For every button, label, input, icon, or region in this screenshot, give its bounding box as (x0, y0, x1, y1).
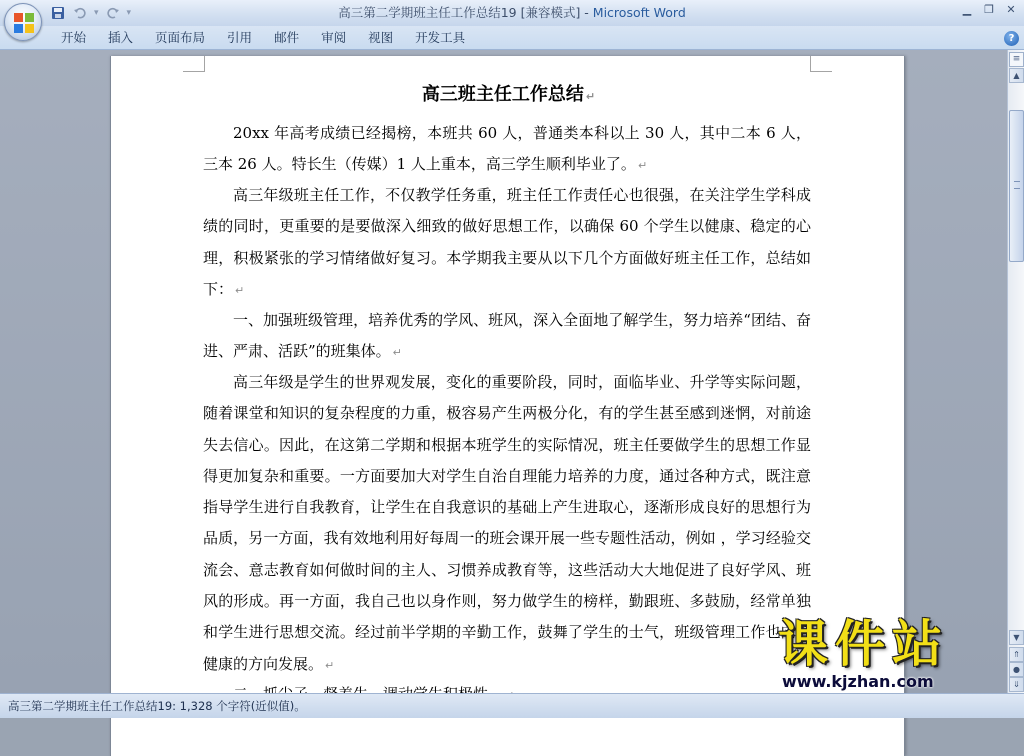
paragraph-text: 高三年级班主任工作，不仅教学任务重，班主任工作责任心也很强，在关注学生学科成绩的同时，更重要的是要做深入细致的做好思想工作，以确保 60 个学生以健康、稳定的心理，积极紧张的学习情绪做好复习。本学期我主要从以下几个方面做好班主任工作，总结如下： (203, 186, 811, 298)
close-button[interactable]: ✕ (1006, 3, 1016, 16)
tab-insert[interactable]: 插入 (108, 30, 134, 45)
ribbon-tab-bar (0, 26, 1024, 50)
tab-review[interactable]: 审阅 (321, 30, 347, 45)
paragraph-3[interactable] (203, 305, 811, 369)
word-count-status[interactable]: 高三第二学期班主任工作总结19: 1,328 个字符(近似值)。 (8, 699, 306, 713)
tab-page-layout[interactable]: 页面布局 (155, 30, 206, 45)
paragraph-text: 一、加强班级管理，培养优秀的学风、班风，深入全面地了解学生，努力培养“团结、奋进、严肃、活跃”的班集体。 (203, 311, 811, 361)
office-logo-icon (14, 13, 34, 33)
paragraph-1[interactable] (203, 118, 811, 182)
title-bar (0, 0, 1024, 26)
paragraph-mark: ↵ (325, 658, 335, 672)
watermark-url: www.kjzhan.com (782, 672, 934, 691)
undo-dropdown-icon[interactable]: ▾ (94, 8, 99, 18)
watermark-logo: 课件站 (778, 615, 949, 673)
restore-button[interactable]: ❐ (984, 3, 994, 16)
paragraph-mark: ↵ (392, 346, 402, 360)
select-browse-object-icon[interactable]: ● (1009, 662, 1024, 677)
crop-mark-top-right (810, 56, 832, 72)
paragraph-mark: ↵ (235, 283, 245, 297)
save-icon[interactable] (50, 5, 66, 21)
paragraph-text: 高三年级是学生的世界观发展，变化的重要阶段，同时，面临毕业、升学等实际问题，随着课堂和知识的复杂程度的力重，极容易产生两极分化，有的学生甚至感到迷惘，对前途失去信心。因此，在这第二学期和根据本班学生的实际情况，班主任要做学生的思想工作显得更加复杂和重要。一方面要加大对学生自治自理能力培养的力度，通过各种方式，既注意指导学生进行自我教育，让学生在自我意识的基础上产生进取心，逐渐形成良好的思想行为品质，另一方面，我有效地利用好每周一的班会课开展一些专题性活动，例如 ，学习经验交流会、意志教育如何做时间的主人、习惯养成教育等，这些活动大大地促进了良好学风、班风的形成。再一方面，我自己也以身作则，努力做学生的榜样，勤跟班、多鼓励，经常单独和学生进行思想交流。经过前半学期的辛勤工作，鼓舞了学生的士气，班级管理工作也向着健康的方向发展。 (203, 373, 811, 673)
view-ruler-icon[interactable]: ≡ (1009, 52, 1024, 67)
document-workspace[interactable] (0, 50, 1007, 693)
app-name: Microsoft Word (592, 5, 686, 20)
paragraph-2[interactable] (203, 180, 811, 306)
scroll-down-icon[interactable]: ▼ (1009, 630, 1024, 645)
undo-icon[interactable] (72, 5, 88, 21)
ribbon-tabs (50, 26, 476, 50)
previous-page-icon[interactable]: ⇑ (1009, 647, 1024, 662)
paragraph-mark: ↵ (585, 90, 596, 103)
document-title[interactable] (111, 83, 906, 109)
tab-home[interactable]: 开始 (61, 30, 87, 45)
document-name: 高三第二学期班主任工作总结19 [兼容模式] (338, 5, 581, 20)
tab-view[interactable]: 视图 (368, 30, 394, 45)
help-icon[interactable]: ? (1004, 31, 1019, 46)
crop-mark-top-left (183, 56, 205, 72)
window-title (0, 0, 1024, 25)
quick-access-toolbar (50, 4, 131, 22)
title-separator: - (580, 5, 593, 20)
minimize-button[interactable]: ▁ (962, 3, 972, 16)
office-button[interactable] (4, 3, 42, 41)
customize-qat-icon[interactable]: ▾ (126, 8, 132, 18)
paragraph-mark: ↵ (637, 159, 648, 173)
tab-mailings[interactable]: 邮件 (274, 30, 300, 45)
tab-references[interactable]: 引用 (227, 30, 253, 45)
scroll-up-icon[interactable]: ▲ (1009, 68, 1024, 83)
next-page-icon[interactable]: ⇓ (1009, 677, 1024, 692)
window-controls (960, 3, 1018, 17)
paragraph-4[interactable] (203, 367, 811, 681)
scroll-thumb[interactable] (1009, 110, 1024, 262)
redo-icon[interactable] (105, 5, 121, 21)
paragraph-text: 20xx 年高考成绩已经揭榜，本班共 60 人，普通类本科以上 30 人，其中二本 6 人，三本 26 人。特长生（传媒）1 人上重本，高三学生顺利毕业了。 (203, 124, 811, 174)
document-title-text: 高三班主任工作总结 (421, 84, 584, 105)
tab-developer[interactable]: 开发工具 (415, 30, 466, 45)
status-bar (0, 693, 1024, 718)
vertical-scrollbar[interactable] (1007, 50, 1024, 693)
grip-icon (1014, 181, 1020, 189)
